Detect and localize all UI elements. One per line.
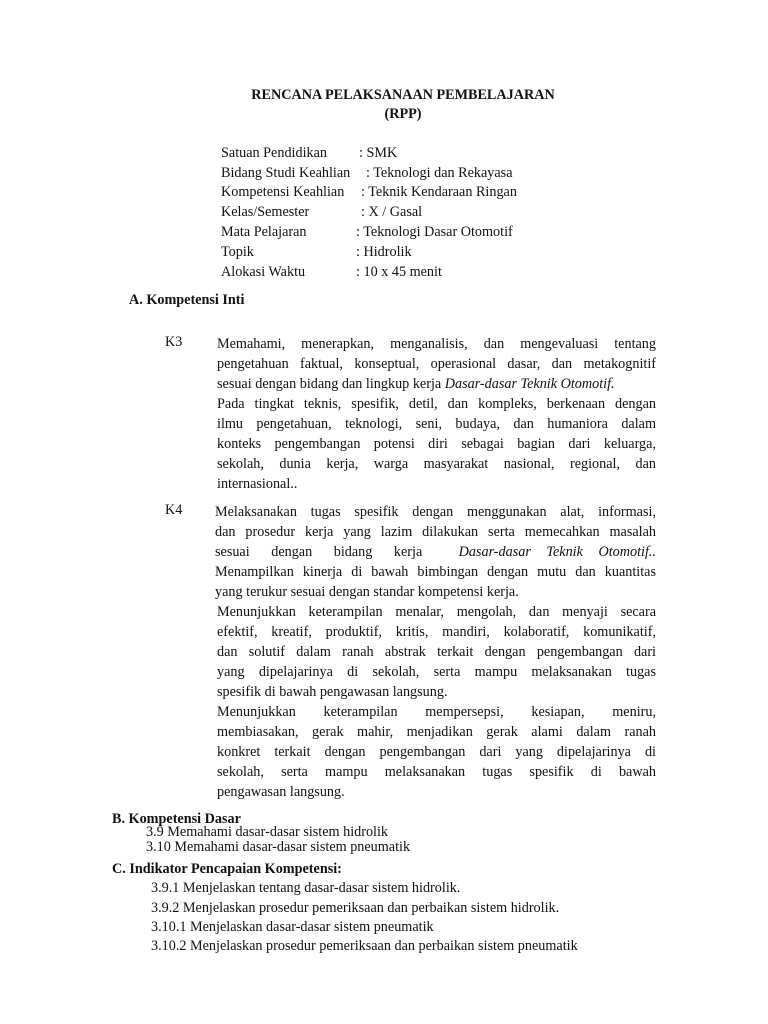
- k4-line: yang dipelajarinya di sekolah, serta mampu melaksanakan tugas: [217, 664, 656, 680]
- document-subtitle: (RPP): [384, 106, 422, 122]
- identity-label: Mata Pelajaran: [221, 224, 307, 240]
- k3-code: K3: [165, 334, 183, 350]
- identity-value: : Hidrolik: [356, 244, 412, 260]
- k4-line: dan prosedur kerja yang lazim dilakukan serta memecahkan masalah: [215, 524, 656, 540]
- indicator-item: 3.9.1 Menjelaskan tentang dasar-dasar sistem hidrolik.: [151, 880, 461, 896]
- identity-label: Satuan Pendidikan: [221, 145, 327, 161]
- k4-line: membiasakan, gerak mahir, menjadikan gerak alami dalam ranah: [217, 724, 656, 740]
- k4-line-text: sesuai dengan bidang kerja: [215, 544, 423, 560]
- section-c-heading: C. Indikator Pencapaian Kompetensi:: [112, 861, 342, 877]
- k4-line-italic: Dasar-dasar Teknik Otomotif..: [458, 544, 656, 560]
- k4-line: pengawasan langsung.: [217, 784, 345, 800]
- identity-value: : X / Gasal: [361, 204, 423, 220]
- identity-value: : Teknologi Dasar Otomotif: [356, 224, 513, 240]
- kd-item: 3.9 Memahami dasar-dasar sistem hidrolik: [146, 824, 389, 840]
- k3-line: sekolah, dunia kerja, warga masyarakat nasional, regional, dan: [217, 456, 656, 472]
- k4-line: dan solutif dalam ranah abstrak terkait dengan pengembangan dari: [217, 644, 656, 660]
- k4-line: Melaksanakan tugas spesifik dengan menggunakan alat, informasi,: [215, 504, 656, 520]
- k3-line: Memahami, menerapkan, menganalisis, dan mengevaluasi tentang: [217, 336, 656, 352]
- indicator-item: 3.9.2 Menjelaskan prosedur pemeriksaan dan perbaikan sistem hidrolik.: [151, 900, 560, 916]
- k4-line: konkret terkait dengan pengembangan dari yang dipelajarinya di: [217, 744, 656, 760]
- document-title: RENCANA PELAKSANAAN PEMBELAJARAN: [251, 87, 555, 103]
- k4-line: yang terukur sesuai dengan standar kompetensi kerja.: [215, 584, 519, 600]
- k3-line-text: sesuai dengan bidang dan lingkup kerja: [217, 376, 445, 392]
- k3-line: Pada tingkat teknis, spesifik, detil, dan kompleks, berkenaan dengan: [217, 396, 656, 412]
- k4-line: [215, 542, 656, 562]
- k4-line: Menampilkan kinerja di bawah bimbingan dengan mutu dan kuantitas: [215, 564, 656, 580]
- identity-label: Topik: [221, 244, 254, 260]
- indicator-item: 3.10.2 Menjelaskan prosedur pemeriksaan dan perbaikan sistem pneumatik: [151, 938, 578, 954]
- k3-line: konteks pengembangan potensi diri sebagai bagian dari keluarga,: [217, 436, 656, 452]
- identity-value: : Teknologi dan Rekayasa: [366, 165, 513, 181]
- k3-line: [217, 374, 656, 394]
- identity-label: Kompetensi Keahlian: [221, 184, 345, 200]
- k4-line: efektif, kreatif, produktif, kritis, mandiri, kolaboratif, komunikatif,: [217, 624, 656, 640]
- k3-line: pengetahuan faktual, konseptual, operasional dasar, dan metakognitif: [217, 356, 656, 372]
- k4-line: sekolah, serta mampu melaksanakan tugas spesifik di bawah: [217, 764, 656, 780]
- identity-label: Kelas/Semester: [221, 204, 310, 220]
- k4-line: spesifik di bawah pengawasan langsung.: [217, 684, 448, 700]
- k4-line: Menunjukkan keterampilan menalar, mengolah, dan menyaji secara: [217, 604, 656, 620]
- identity-value: : 10 x 45 menit: [356, 264, 442, 280]
- k4-code: K4: [165, 502, 183, 518]
- identity-value: : SMK: [359, 145, 398, 161]
- section-a-heading: A. Kompetensi Inti: [129, 292, 245, 308]
- k3-line: ilmu pengetahuan, teknologi, seni, budaya, dan humaniora dalam: [217, 416, 656, 432]
- kd-item: 3.10 Memahami dasar-dasar sistem pneumatik: [146, 839, 411, 855]
- identity-label: Alokasi Waktu: [221, 264, 306, 280]
- k3-line: internasional..: [217, 476, 298, 492]
- identity-value: : Teknik Kendaraan Ringan: [361, 184, 517, 200]
- indicator-item: 3.10.1 Menjelaskan dasar-dasar sistem pneumatik: [151, 919, 434, 935]
- section-b-heading: B. Kompetensi Dasar: [112, 811, 241, 827]
- identity-label: Bidang Studi Keahlian: [221, 165, 351, 181]
- k4-line: Menunjukkan keterampilan mempersepsi, kesiapan, meniru,: [217, 704, 656, 720]
- k3-line-italic: Dasar-dasar Teknik Otomotif.: [444, 376, 615, 392]
